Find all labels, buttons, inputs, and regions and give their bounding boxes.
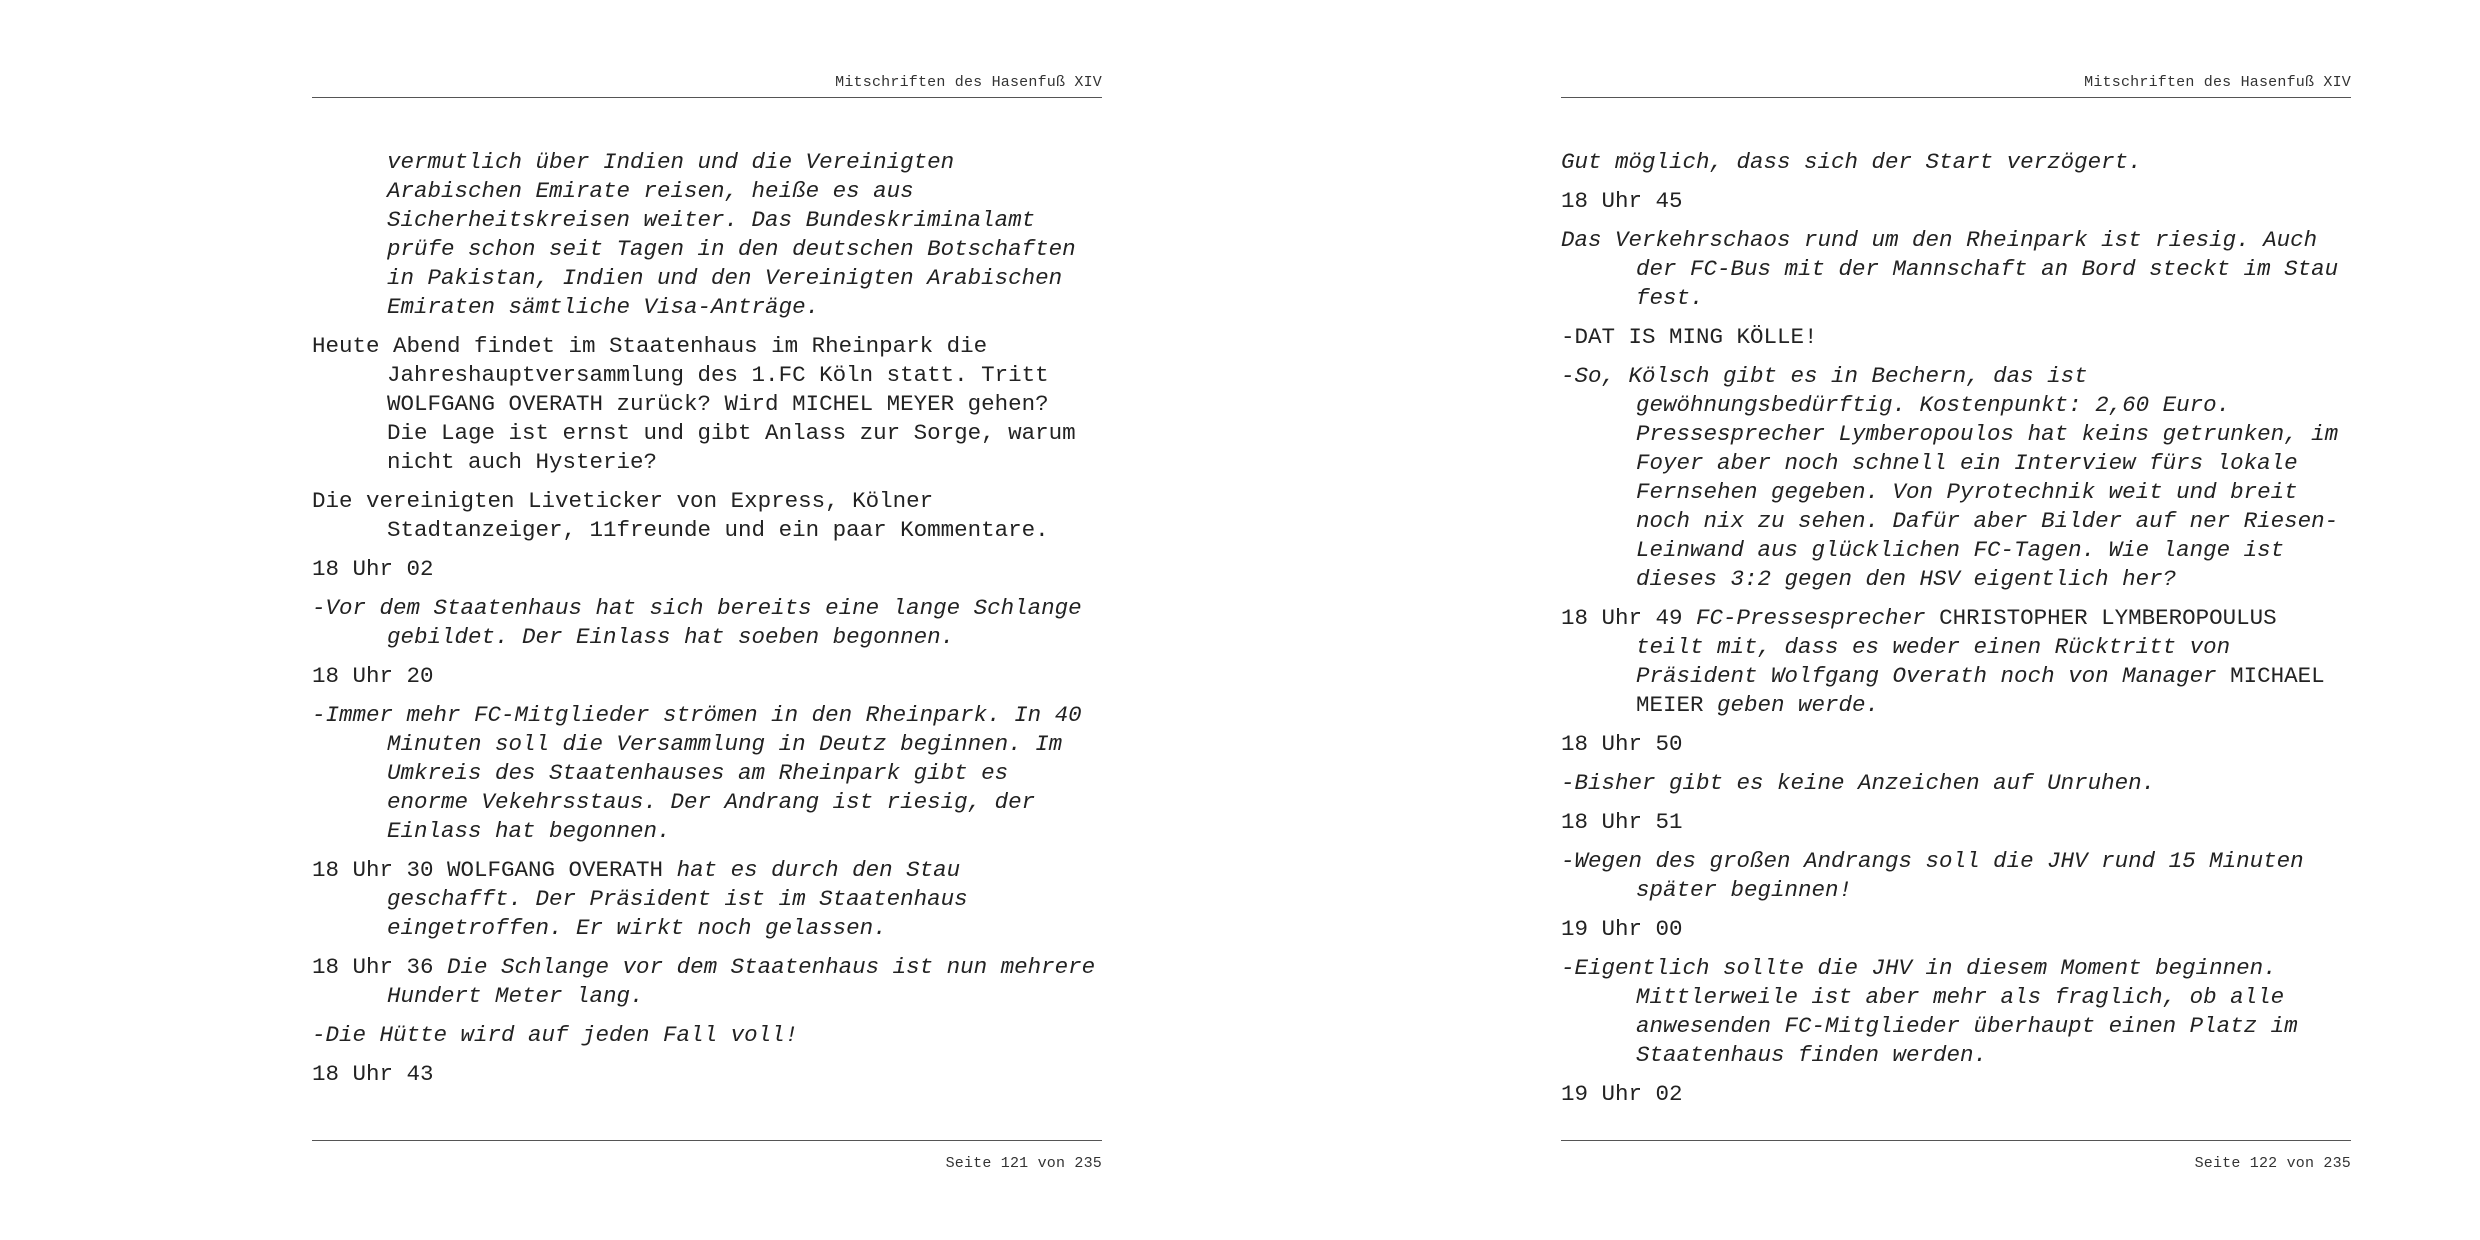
paragraph — [312, 148, 1102, 322]
paragraph — [1561, 954, 2351, 1070]
text-segment: -Eigentlich sollte die JHV in diesem Moment beginnen. Mittlerweile ist aber mehr als fraglich, ob alle anwesenden FC-Mitglieder überhaupt einen Platz im Staatenhaus finden werden. — [1561, 955, 2298, 1068]
page-number: Seite 122 von 235 — [2194, 1155, 2351, 1172]
page-body — [1561, 148, 2351, 1119]
paragraph — [312, 701, 1102, 846]
text-segment: 18 Uhr 50 — [1561, 731, 1683, 757]
paragraph — [1561, 1080, 2351, 1109]
page-body — [312, 148, 1102, 1099]
text-segment: 18 Uhr 36 — [312, 954, 448, 980]
paragraph — [1561, 915, 2351, 944]
paragraph — [312, 594, 1102, 652]
text-segment: Das Verkehrschaos rund um den Rheinpark ist riesig. Auch der FC-Bus mit der Mannschaft an Bord steckt im Stau fest. — [1561, 227, 2339, 311]
page-header: Mitschriften des Hasenfuß XIV — [2084, 74, 2351, 91]
paragraph — [312, 1060, 1102, 1089]
text-segment: -Die Hütte wird auf jeden Fall voll! — [312, 1022, 799, 1048]
paragraph — [1561, 769, 2351, 798]
text-segment: -Vor dem Staatenhaus hat sich bereits eine lange Schlange gebildet. Der Einlass hat soeben begonnen. — [312, 595, 1082, 650]
paragraph — [1561, 323, 2351, 352]
text-segment: -So, Kölsch gibt es in Bechern, das ist gewöhnungsbedürftig. Kostenpunkt: 2,60 Euro. Pressesprecher Lymberopoulos hat keins getrunken, im Foyer aber noch schnell ein Interview fürs lokale Fernsehen gegeben. Von Pyrotechnik weit und breit noch nix zu sehen. Dafür aber Bilder auf ner Riesen-Leinwand aus glücklichen FC-Tagen. Wie lange ist dieses 3:2 gegen den HSV eigentlich her? — [1561, 363, 2339, 592]
text-segment: MICHAEL MEIER — [1636, 663, 2325, 718]
text-segment: 18 Uhr 43 — [312, 1061, 434, 1087]
text-segment: -Wegen des großen Andrangs soll die JHV rund 15 Minuten später beginnen! — [1561, 848, 2304, 903]
page-number: Seite 121 von 235 — [945, 1155, 1102, 1172]
text-segment: FC-Pressesprecher — [1696, 605, 1940, 631]
paragraph — [1561, 730, 2351, 759]
paragraph — [1561, 362, 2351, 594]
text-segment: vermutlich über Indien und die Vereinigten Arabischen Emirate reisen, heiße es aus Sicherheitskreisen weiter. Das Bundeskriminalamt prüfe schon seit Tagen in den deutschen Botschaften in Pakistan, Indien und den Vereinigten Arabischen Emiraten sämtliche Visa-Anträge. — [387, 149, 1076, 320]
text-segment: 18 Uhr 45 — [1561, 188, 1683, 214]
text-segment: teilt mit, dass es weder einen Rücktritt von Präsident Wolfgang Overath noch von Manager — [1636, 634, 2231, 689]
text-segment: Heute Abend findet im Staatenhaus im Rheinpark die Jahreshauptversammlung des 1.FC Köln statt. Tritt WOLFGANG OVERATH zurück? Wird MICHEL MEYER gehen? Die Lage ist ernst und gibt Anlass zur Sorge, warum nicht auch Hysterie? — [312, 333, 1076, 475]
text-segment: CHRISTOPHER LYMBEROPOULUS — [1939, 605, 2277, 631]
text-segment: 18 Uhr 02 — [312, 556, 434, 582]
paragraph — [312, 662, 1102, 691]
text-segment: Gut möglich, dass sich der Start verzögert. — [1561, 149, 2142, 175]
paragraph — [312, 332, 1102, 477]
text-segment: 18 Uhr 51 — [1561, 809, 1683, 835]
header-divider — [312, 97, 1102, 98]
paragraph — [1561, 148, 2351, 177]
text-segment: 19 Uhr 02 — [1561, 1081, 1683, 1107]
paragraph — [312, 856, 1102, 943]
footer-divider — [1561, 1140, 2351, 1141]
text-segment: hat es durch den Stau geschafft. Der Präsident ist im Staatenhaus eingetroffen. Er wirkt noch gelassen. — [387, 857, 968, 941]
text-segment: -Immer mehr FC-Mitglieder strömen in den Rheinpark. In 40 Minuten soll die Versammlung in Deutz beginnen. Im Umkreis des Staatenhauses am Rheinpark gibt es enorme Vekehrsstaus. Der Andrang ist riesig, der Einlass hat begonnen. — [312, 702, 1082, 844]
paragraph — [1561, 187, 2351, 216]
text-segment: 19 Uhr 00 — [1561, 916, 1683, 942]
paragraph — [1561, 847, 2351, 905]
text-segment: -Bisher gibt es keine Anzeichen auf Unruhen. — [1561, 770, 2156, 796]
left-page — [312, 0, 1102, 1240]
footer-divider — [312, 1140, 1102, 1141]
paragraph — [312, 487, 1102, 545]
paragraph — [312, 953, 1102, 1011]
text-segment: -DAT IS MING KÖLLE! — [1561, 324, 1818, 350]
paragraph — [312, 555, 1102, 584]
text-segment: 18 Uhr 30 WOLFGANG OVERATH — [312, 857, 677, 883]
page-header: Mitschriften des Hasenfuß XIV — [835, 74, 1102, 91]
text-segment: 18 Uhr 20 — [312, 663, 434, 689]
text-segment: Die Schlange vor dem Staatenhaus ist nun mehrere Hundert Meter lang. — [387, 954, 1096, 1009]
right-page — [1561, 0, 2351, 1240]
header-divider — [1561, 97, 2351, 98]
paragraph — [1561, 604, 2351, 720]
text-segment: geben werde. — [1717, 692, 1880, 718]
text-segment: 18 Uhr 49 — [1561, 605, 1697, 631]
paragraph — [1561, 226, 2351, 313]
text-segment: Die vereinigten Liveticker von Express, Kölner Stadtanzeiger, 11freunde und ein paar Kommentare. — [312, 488, 1049, 543]
paragraph — [312, 1021, 1102, 1050]
paragraph — [1561, 808, 2351, 837]
